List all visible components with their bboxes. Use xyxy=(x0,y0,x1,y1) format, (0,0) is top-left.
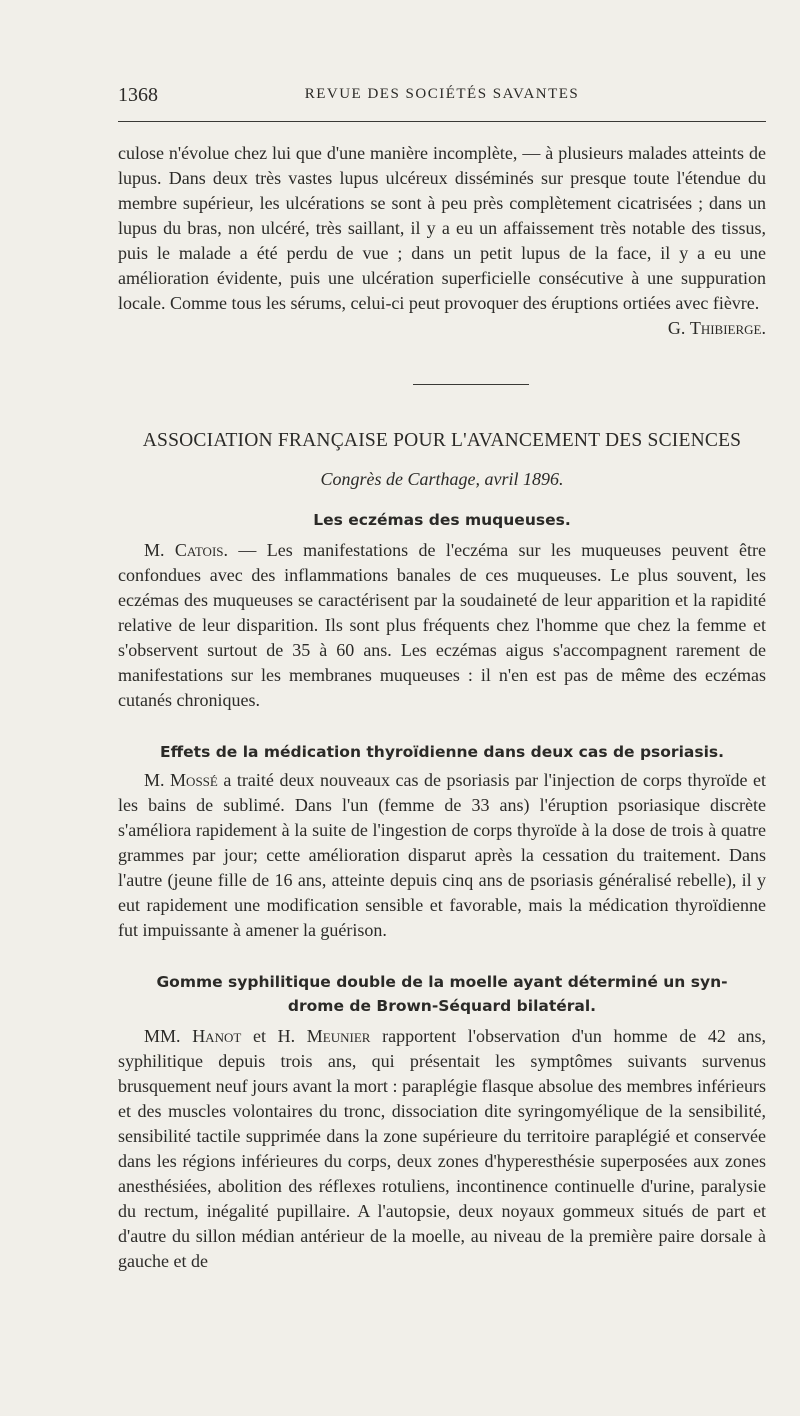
intro-paragraph xyxy=(118,141,766,341)
article-text: a traité deux nouveaux cas de psoriasis par l'injection de corps thyroïde et les bains de sublimé. Dans l'un (femme de 33 ans) l'éruption psoriasique discrète s'améliora rapidement à la suite de l'ingestion de corps thyroïde à la dose de trois à quatre grammes par jour; cette amélioration disparut après la cessation du traitement. Dans l'autre (jeune fille de 16 ans, atteinte depuis cinq ans de psoriasis généralisé rebelle), il y eut rapidement une modification sensible et favorable, mais la médication thyroïdienne fut impuissante à amener la guérison. xyxy=(118,770,766,940)
article-author: M. Catois. xyxy=(144,540,229,560)
section-divider xyxy=(413,384,529,385)
article-text: rapportent l'observation d'un homme de 42 ans, syphilitique depuis trois ans, qui présentait les symptômes suivants survenus brusquement neuf jours avant la mort : paraplégie flasque absolue des membres inférieurs et des muscles volontaires du tronc, dissociation dite syringomyélique de la sensibilité, sensibilité tactile supprimée dans la zone supérieure du territoire paraplégié et conservée dans les régions inférieures du corps, deux zones d'hyperesthésie superposées aux zones anesthésiées, abolition des réflexes rotuliens, incontinence continuelle d'urine, paralysie du rectum, inégalité pupillaire. A l'autopsie, deux noyaux gommeux situés de part et d'autre du sillon médian antérieur de la moelle, au niveau de la première paire dorsale à gauche et de xyxy=(118,1026,767,1271)
page-header xyxy=(118,84,766,114)
article-text: — Les manifestations de l'eczéma sur les muqueuses peuvent être confondues avec des inflammations banales de ces muqueuses. Le plus souvent, les eczémas des muqueuses se caractérisent par la soudaineté de leur apparition et la rapidité relative de leur disparition. Ils sont plus fréquents chez l'homme que chez la femme et s'observent surtout de 35 à 60 ans. Les eczémas aigus s'accompagnent rarement de manifestations sur les membranes muqueuses : il n'en est pas de même des eczémas cutanés chroniques. xyxy=(118,540,766,710)
article-author: M. Mossé xyxy=(144,770,218,790)
article-title-line1: Gomme syphilitique double de la moelle ayant déterminé un syn- xyxy=(156,973,728,991)
signature-name: Thibierge. xyxy=(689,318,766,338)
article-psoriasis xyxy=(118,740,766,943)
article-author-join: et H. xyxy=(252,1026,296,1046)
section-title: ASSOCIATION FRANÇAISE POUR L'AVANCEMENT DES SCIENCES xyxy=(142,430,742,451)
article-author-prefix: MM. xyxy=(144,1026,181,1046)
header-rule xyxy=(118,121,766,122)
article-title: Effets de la médication thyroïdienne dans deux cas de psoriasis. xyxy=(160,743,724,761)
running-title: REVUE DES SOCIÉTÉS SAVANTES xyxy=(304,86,580,102)
article-gomme xyxy=(118,970,766,1274)
article-eczemas xyxy=(118,508,766,713)
article-author: Hanot xyxy=(192,1026,242,1046)
signature-initial: G. xyxy=(667,318,686,338)
signature xyxy=(668,316,766,341)
congress-subtitle: Congrès de Carthage, avril 1896. xyxy=(320,469,564,489)
article-author: Meunier xyxy=(306,1026,371,1046)
article-title-line2: drome de Brown-Séquard bilatéral. xyxy=(287,997,597,1015)
page-number: 1368 xyxy=(118,84,158,106)
intro-text: culose n'évolue chez lui que d'une manière incomplète, — à plusieurs malades atteints de lupus. Dans deux très vastes lupus ulcéreux disséminés sur presque toute l'étendue du membre supérieur, les ulcérations se sont à peu près complètement cicatrisées ; dans un lupus du bras, non ulcéré, très saillant, il y a eu un affaissement très notable des tissus, puis le malade a été perdu de vue ; dans un petit lupus de la face, il y a eu une amélioration évidente, puis une ulcération superficielle consécutive à une suppuration locale. Comme tous les sérums, celui-ci peut provoquer des éruptions ortiées avec fièvre. xyxy=(118,143,766,313)
article-title: Les eczémas des muqueuses. xyxy=(313,511,571,529)
